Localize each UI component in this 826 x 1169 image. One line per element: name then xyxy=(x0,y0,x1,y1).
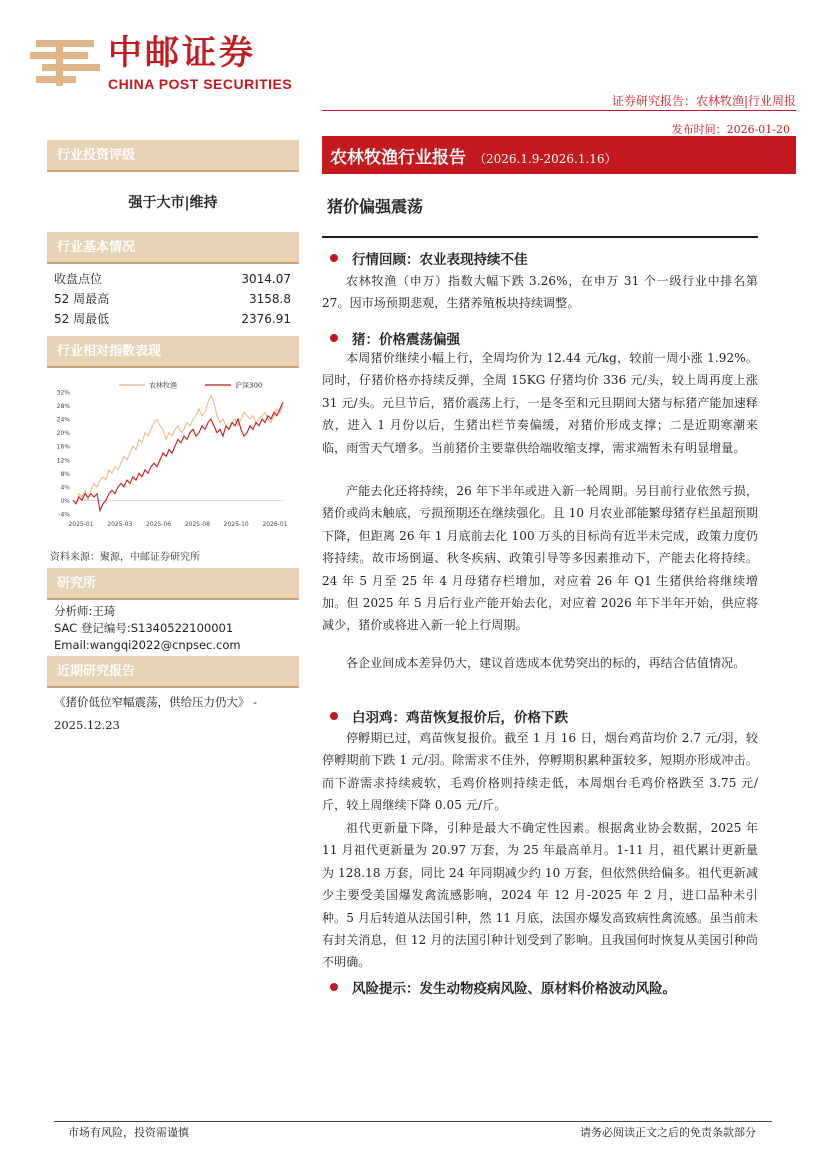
brand-name-en: CHINA POST SECURITIES xyxy=(108,76,293,92)
paragraph: 本周猪价继续小幅上行，全周均价为 12.44 元/kg，较前一周小涨 1.92%。同时，仔猪价格亦持续反弹，全周 15KG 仔猪均价 336 元/头，较上周再度上涨 31 元/头。元旦节后，猪价震荡上行，一是冬至和元旦期间大猪与标猪产能加速释放，进入 1 月份以后，生猪出栏节奏偏缓，对猪价形成支撑；二是近期寒潮来临，雨雪天气增多。当前猪价主要靠供给端收缩支撑，需求端暂未有明显增量。 xyxy=(322,351,758,455)
x-tick-label: 2025-01 xyxy=(68,521,94,528)
x-tick-label: 2025-08 xyxy=(184,521,210,528)
section-heading-text: 白羽鸡：鸡苗恢复报价后，价格下跌 xyxy=(352,710,568,726)
y-tick-label: 8% xyxy=(60,470,70,478)
y-tick-label: -4% xyxy=(58,511,70,519)
publish-date: 发布时间：2026-01-20 xyxy=(671,123,790,136)
basics-label: 52 周最低 xyxy=(54,312,110,326)
basics-section xyxy=(47,232,299,329)
research-section xyxy=(47,568,299,600)
report-title: 农林牧渔行业报告 xyxy=(330,148,466,168)
basics-row xyxy=(47,269,299,289)
bullet-icon xyxy=(330,334,338,342)
y-tick-label: 24% xyxy=(56,416,70,424)
legend-label: 农林牧渔 xyxy=(149,381,177,390)
recent-heading: 近期研究报告 xyxy=(47,656,299,688)
section-heading-text: 猪：价格震荡偏强 xyxy=(352,332,460,348)
y-tick-label: 20% xyxy=(56,430,70,438)
paragraph: 祖代更新量下降，引种是最大不确定性因素。根据禽业协会数据，2025 年 11 月祖代更新量为 20.97 万套，为 25 年最高单月。1-11 月，祖代累计更新量为 128.18 万套，同比 24 年同期减少约 10 万套，但依然供给偏多。祖代更新减少主要受美国爆发禽流感影响，2024 年 12 月-2025 年 2 月，进口品种未引种。5 月后转道从法国引种，然 11 月底，法国亦爆发高致病性禽流感。虽当前未有封关消息，但 12 月的法国引种计划受到了影响。且我国何时恢复从美国引种尚不明确。 xyxy=(322,821,758,970)
y-tick-label: 28% xyxy=(56,403,70,411)
footer-divider xyxy=(54,1121,772,1122)
y-tick-label: 0% xyxy=(60,497,70,505)
basics-label: 52 周最高 xyxy=(54,292,110,306)
report-period: （2026.1.9-2026.1.16） xyxy=(474,152,617,166)
recent-section xyxy=(47,656,299,688)
basics-row xyxy=(47,309,299,329)
basics-row xyxy=(47,289,299,309)
section-heading xyxy=(330,706,568,726)
y-tick-label: 32% xyxy=(56,389,70,397)
brand-name-cn: 中邮证券 xyxy=(108,33,256,73)
headline-divider xyxy=(322,236,758,238)
basics-label: 收盘点位 xyxy=(54,272,103,286)
analyst-sac: SAC 登记编号:S1340522100001 xyxy=(54,621,234,635)
footer-disclaimer-note: 请务必阅读正文之后的免责条款部分 xyxy=(580,1126,756,1139)
series-line xyxy=(73,395,283,503)
relative-performance-chart xyxy=(47,372,299,540)
legend-label: 沪深300 xyxy=(235,381,263,390)
header-divider xyxy=(322,110,796,111)
bullet-icon xyxy=(330,712,338,720)
performance-section xyxy=(47,336,299,368)
relative-performance-chart-svg xyxy=(47,372,299,540)
section-heading xyxy=(330,248,528,268)
bullet-icon xyxy=(330,254,338,262)
performance-heading: 行业相对指数表现 xyxy=(47,336,299,368)
paragraph: 产能去化还将持续，26 年下半年或进入新一轮周期。另目前行业依然亏损，猪价或尚未触底，亏损预期还在继续强化。且 10 月农业部能繁母猪存栏虽超预期下降，但距离 26 年 1 月底前去化 100 万头的目标尚有近半未完成，政策力度仍将持续。故市场倒逼、秋冬疾病、政策引导等多因素推动下，产能去化将持续。24 年 5 月至 25 年 4 月母猪存栏增加，对应着 26 年 Q1 生猪供给将继续增加。但 2025 年 5 月后行业产能开始去化，对应着 2026 年下半年开始，供应将减少，猪价或将进入新一轮上行周期。 xyxy=(322,484,758,633)
paragraph: 停孵期已过，鸡苗恢复报价。截至 1 月 16 日，烟台鸡苗均价 2.7 元/羽，较停孵期前下跌 1 元/羽。除需求不佳外，停孵期积累种蛋较多，短期亦形成冲击。而下游需求持续疲软，毛鸡价格则持续走低，本周烟台毛鸡价格跌至 3.75 元/斤，较上周继续下降 0.05 元/斤。 xyxy=(322,731,759,813)
y-tick-label: 12% xyxy=(56,457,70,465)
basics-value: 3014.07 xyxy=(241,272,291,286)
page-headline: 猪价偏强震荡 xyxy=(327,197,424,216)
china-post-logo-icon xyxy=(30,36,102,88)
paragraph: 各企业间成本差异仍大，建议首选成本优势突出的标的，再结合估值情况。 xyxy=(346,656,746,670)
paragraph: 农林牧渔（申万）指数大幅下跌 3.26%，在申万 31 个一级行业中排名第 27。因市场预期悲观，生猪养殖板块持续调整。 xyxy=(322,274,758,311)
report-title-band xyxy=(322,141,796,174)
bullet-icon xyxy=(330,983,338,991)
x-tick-label: 2025-10 xyxy=(223,521,249,528)
y-tick-label: 16% xyxy=(56,443,70,451)
rating-section xyxy=(47,140,299,172)
section-heading xyxy=(330,977,676,997)
rating-value: 强于大市|维持 xyxy=(128,195,218,211)
recent-report-link[interactable]: 《猪价低位窄幅震荡，供给压力仍大》 - 2025.12.23 xyxy=(54,695,258,732)
section-heading-text: 风险提示：发生动物疫病风险、原材料价格波动风险。 xyxy=(352,981,676,997)
analyst-info xyxy=(54,603,241,654)
report-category: 证券研究报告：农林牧渔|行业周报 xyxy=(611,94,796,108)
y-tick-label: 4% xyxy=(60,484,70,492)
research-heading: 研究所 xyxy=(47,568,299,600)
x-tick-label: 2025-03 xyxy=(107,521,133,528)
x-tick-label: 2025-06 xyxy=(146,521,172,528)
analyst-name: 分析师:王琦 xyxy=(54,604,116,618)
chart-source: 资料来源：聚源，中邮证券研究所 xyxy=(50,552,200,563)
x-tick-label: 2026-01 xyxy=(262,521,288,528)
rating-heading: 行业投资评级 xyxy=(47,140,299,172)
basics-value: 3158.8 xyxy=(249,292,291,306)
footer-risk-note: 市场有风险，投资需谨慎 xyxy=(68,1126,189,1139)
section-heading xyxy=(330,328,460,348)
series-line xyxy=(73,402,283,510)
analyst-email[interactable]: Email:wangqi2022@cnpsec.com xyxy=(54,638,241,652)
basics-value: 2376.91 xyxy=(241,312,291,326)
section-heading-text: 行情回顾：农业表现持续不佳 xyxy=(352,252,528,268)
basics-heading: 行业基本情况 xyxy=(47,232,299,264)
